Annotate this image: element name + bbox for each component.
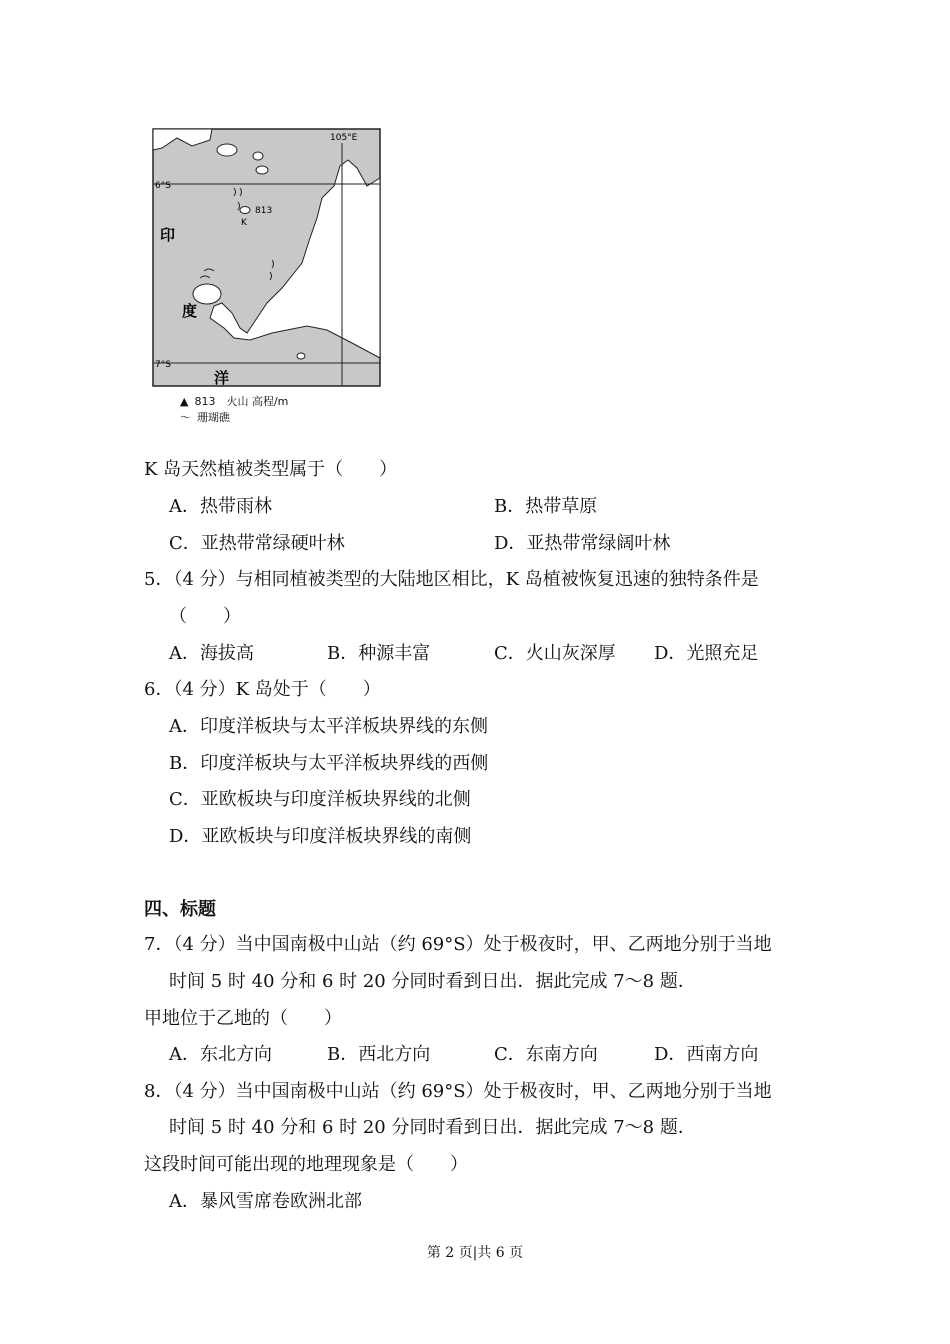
map-figure (152, 128, 382, 388)
reef-icon: 〜 (180, 411, 191, 424)
q4-option-d[interactable]: D．亚热带常绿阔叶林 (494, 533, 671, 554)
page-footer: 第 2 页|共 6 页 (426, 1245, 524, 1261)
volcano-icon: ▲ (180, 395, 189, 408)
q8-sub: 这段时间可能出现的地理现象是（ ） (144, 1154, 468, 1175)
legend-volcano: 813 火山 高程/m (194, 395, 289, 408)
q4-option-c[interactable]: C．亚热带常绿硬叶林 (169, 533, 345, 554)
legend-reef: 珊瑚礁 (197, 411, 230, 424)
island-k (240, 207, 250, 214)
q5-stem-cont: （ ） (169, 606, 241, 627)
island (193, 284, 221, 304)
island (253, 152, 263, 160)
q8-stem: 8．（4 分）当中国南极中山站（约 69°S）处于极夜时，甲、乙两地分别于当地 (144, 1081, 772, 1102)
q7-option-b[interactable]: B．西北方向 (327, 1044, 431, 1065)
section-title: 四、标题 (144, 899, 216, 920)
q4-option-b[interactable]: B．热带草原 (494, 496, 598, 517)
island (297, 353, 305, 359)
q8-stem-cont: 时间 5 时 40 分和 6 时 20 分同时看到日出．据此完成 7～8 题． (169, 1117, 696, 1138)
q6-option-c[interactable]: C．亚欧板块与印度洋板块界线的北侧 (169, 789, 471, 810)
q7-stem: 7．（4 分）当中国南极中山站（约 69°S）处于极夜时，甲、乙两地分别于当地 (144, 934, 772, 955)
q7-sub: 甲地位于乙地的（ ） (144, 1008, 342, 1029)
map-legend (180, 394, 288, 426)
q6-option-b[interactable]: B．印度洋板块与太平洋板块界线的西侧 (169, 753, 489, 774)
ocean-char: 洋 (214, 369, 230, 387)
q5-option-d[interactable]: D．光照充足 (654, 643, 759, 664)
q5-option-c[interactable]: C．火山灰深厚 (494, 643, 616, 664)
q7-stem-cont: 时间 5 时 40 分和 6 时 20 分同时看到日出．据此完成 7～8 题． (169, 971, 696, 992)
q5-option-a[interactable]: A．海拔高 (169, 643, 254, 664)
volcano-height: 813 (255, 206, 273, 216)
q7-option-c[interactable]: C．东南方向 (494, 1044, 598, 1065)
ocean-char: 印 (160, 226, 176, 244)
lat-label-6s: 6°S (155, 181, 171, 191)
island (217, 144, 237, 156)
q6-stem: 6．（4 分）K 岛处于（ ） (144, 679, 381, 700)
q5-stem: 5．（4 分）与相同植被类型的大陆地区相比，K 岛植被恢复迅速的独特条件是 (144, 569, 759, 590)
q4-option-a[interactable]: A．热带雨林 (169, 496, 272, 517)
q6-option-d[interactable]: D．亚欧板块与印度洋板块界线的南侧 (169, 826, 472, 847)
map-svg (152, 128, 382, 388)
q7-option-a[interactable]: A．东北方向 (169, 1044, 272, 1065)
q4-stem: K 岛天然植被类型属于（ ） (144, 459, 398, 480)
island (256, 166, 268, 174)
q6-option-a[interactable]: A．印度洋板块与太平洋板块界线的东侧 (169, 716, 488, 737)
lat-label-7s: 7°S (155, 360, 171, 370)
q7-option-d[interactable]: D．西南方向 (654, 1044, 759, 1065)
q5-option-b[interactable]: B．种源丰富 (327, 643, 431, 664)
lon-label: 105°E (330, 133, 358, 143)
q8-option-a[interactable]: A．暴风雪席卷欧洲北部 (169, 1191, 362, 1212)
island-k-label: K (241, 218, 247, 228)
ocean-char: 度 (182, 302, 198, 320)
